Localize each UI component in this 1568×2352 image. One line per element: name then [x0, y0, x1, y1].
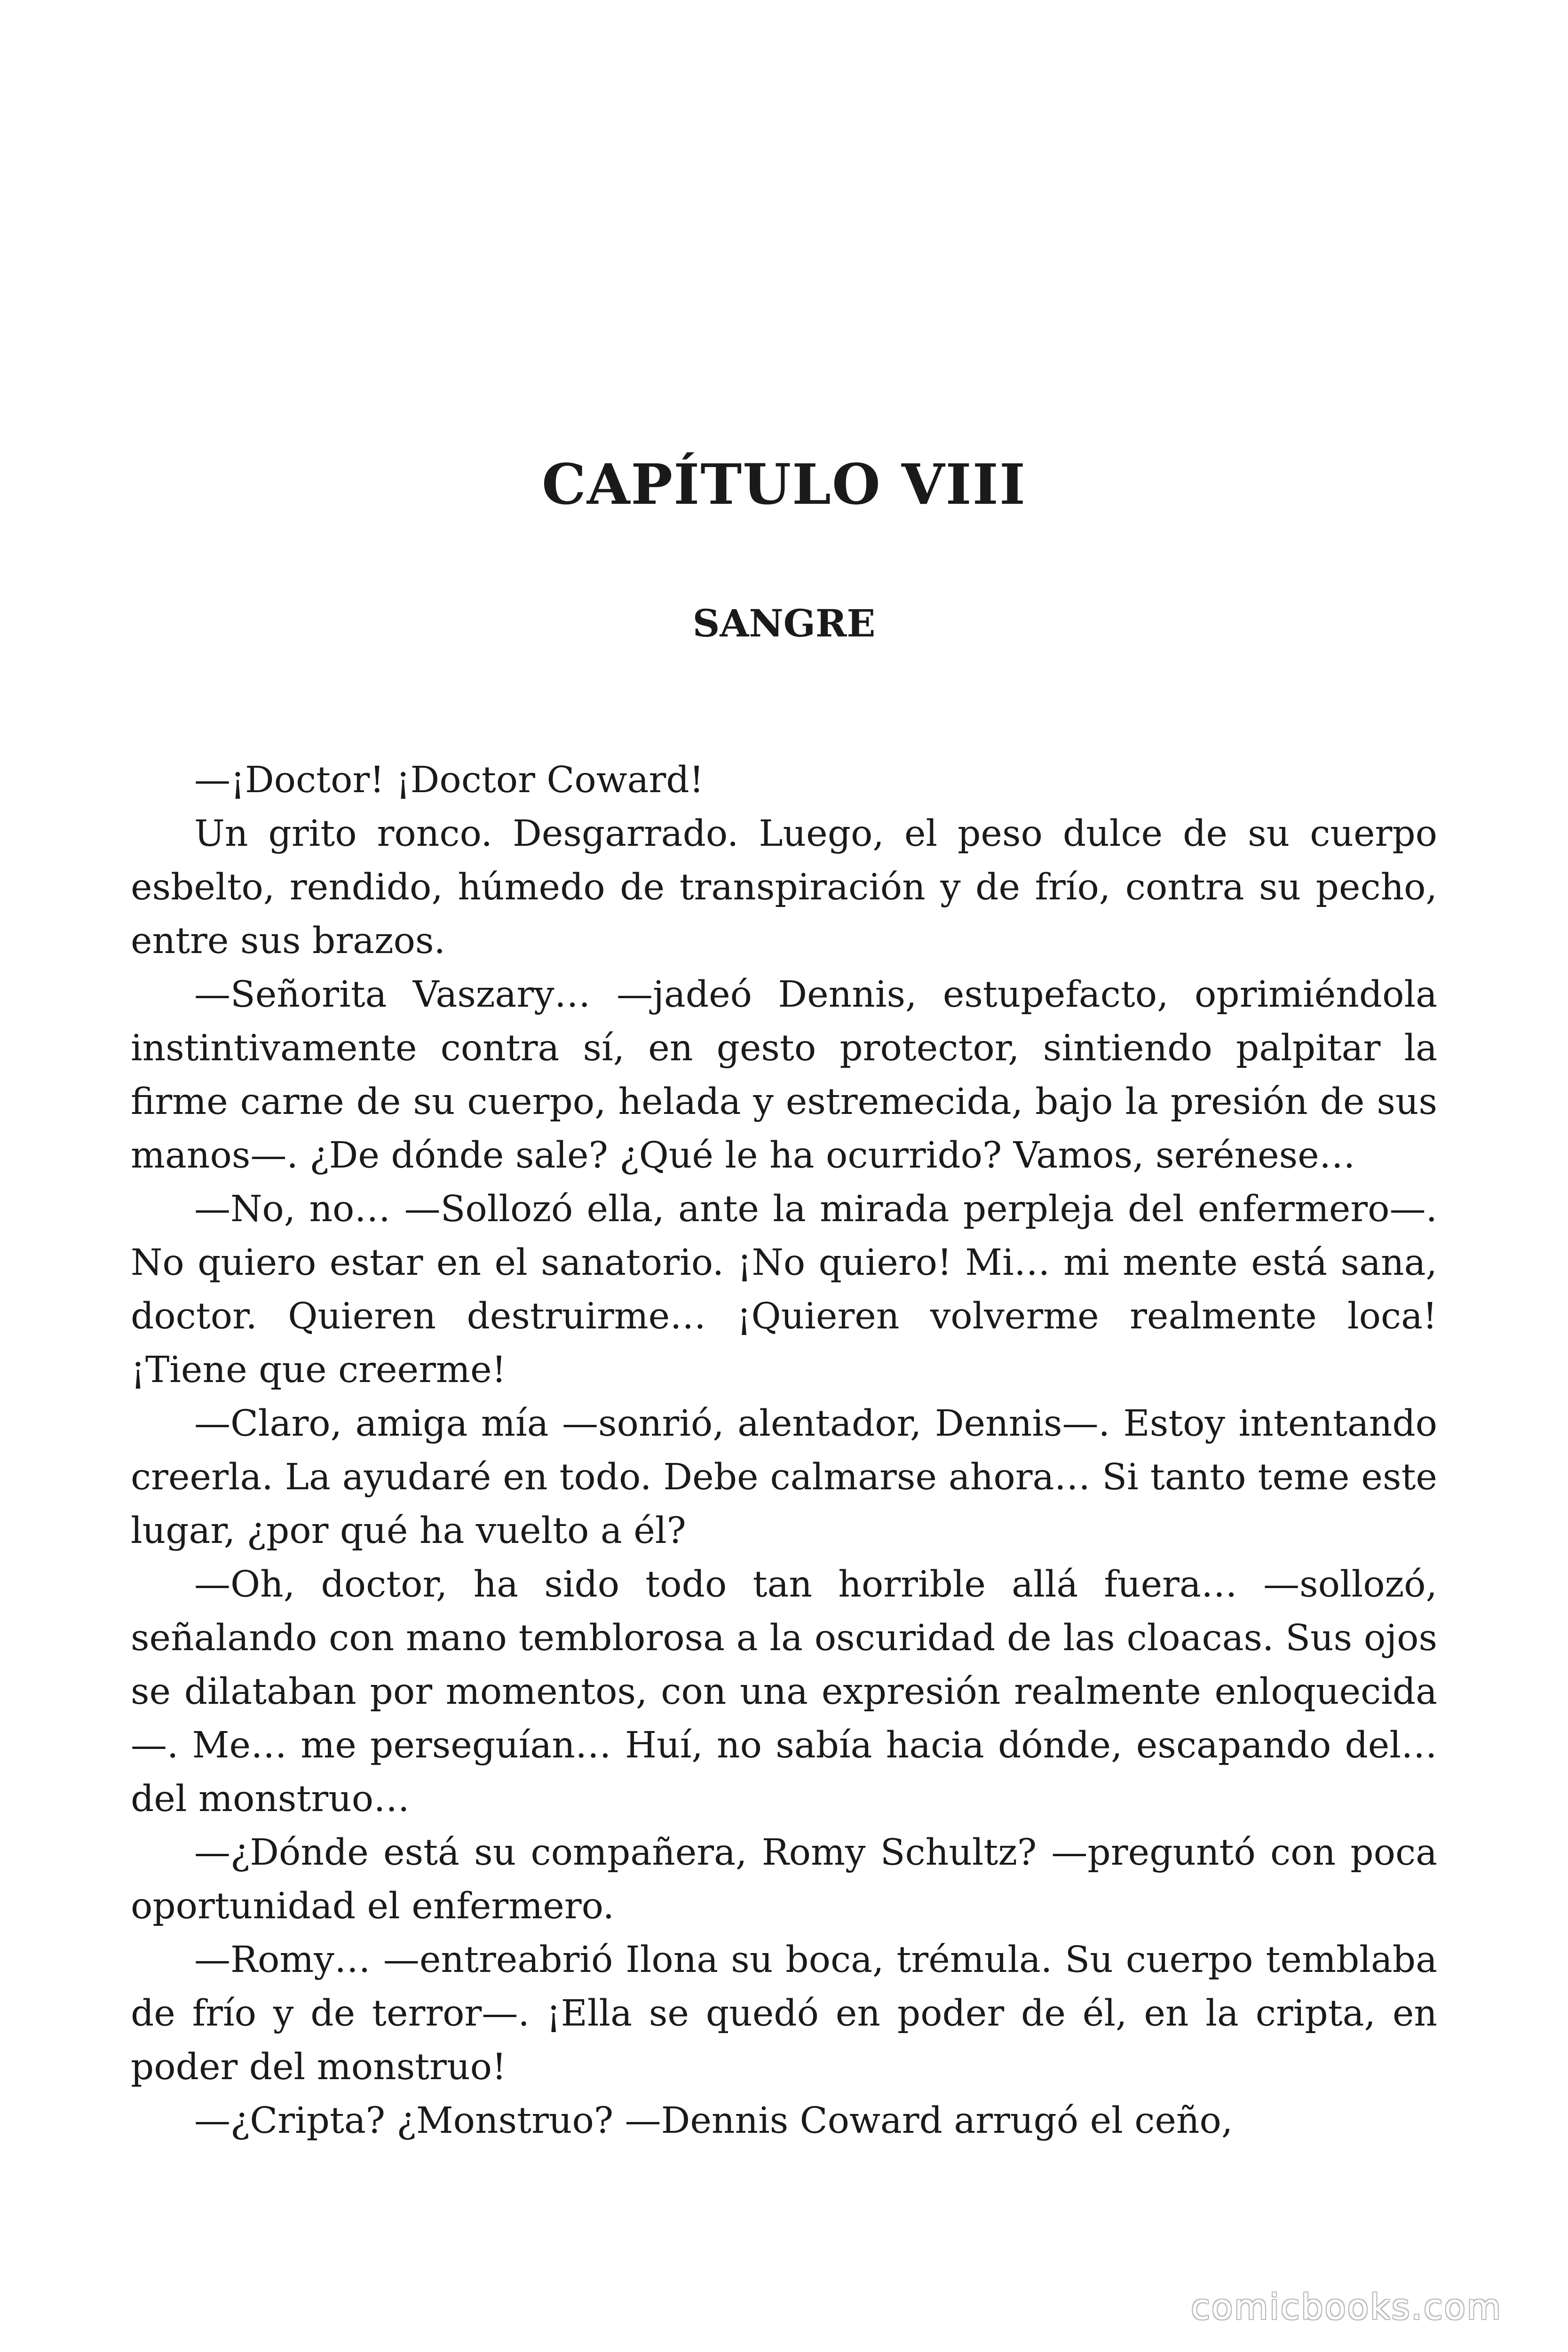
chapter-subtitle: SANGRE [692, 601, 876, 645]
body-text [131, 754, 1437, 2148]
chapter-title: CAPÍTULO VIII [541, 452, 1027, 517]
paragraph: —Claro, amiga mía —sonrió, alentador, Dennis—. Estoy intentando creerla. La ayudaré en todo. Debe calmarse ahora… Si tanto teme este lugar, ¿por qué ha vuelto a él? [131, 1403, 1437, 1552]
paragraph: —Señorita Vaszary… —jadeó Dennis, estupefacto, oprimiéndola instintivamente contra sí, en gesto protector, sintiendo palpitar la firme carne de su cuerpo, helada y estremecida, bajo la presión de sus manos—. ¿De dónde sale? ¿Qué le ha ocurrido? Vamos, serénese… [131, 974, 1437, 1176]
paragraph: —Romy… —entreabrió Ilona su boca, trémula. Su cuerpo temblaba de frío y de terror—. ¡Ella se quedó en poder de él, en la cripta, en poder del monstruo! [131, 1939, 1437, 2088]
paragraph: —No, no… —Sollozó ella, ante la mirada perpleja del enfermero—. No quiero estar en el sanatorio. ¡No quiero! Mi… mi mente está sana, doctor. Quieren destruirme… ¡Quieren volverme realmente loca! ¡Tiene que creerme! [131, 1188, 1437, 1391]
paragraph: —¿Dónde está su compañera, Romy Schultz? —preguntó con poca oportunidad el enfermero. [131, 1832, 1437, 1927]
paragraph: Un grito ronco. Desgarrado. Luego, el peso dulce de su cuerpo esbelto, rendido, húmedo de transpiración y de frío, contra su pecho, entre sus brazos. [131, 813, 1437, 962]
paragraph: —Oh, doctor, ha sido todo tan horrible allá fuera… —sollozó, señalando con mano temblorosa a la oscuridad de las cloacas. Sus ojos se dilataban por momentos, con una expresión realmente enloquecida—. Me… me perseguían… Huí, no sabía hacia dónde, escapando del… del monstruo… [131, 1564, 1437, 1820]
paragraph: —¡Doctor! ¡Doctor Coward! [194, 759, 704, 801]
paragraph: —¿Cripta? ¿Monstruo? —Dennis Coward arrugó el ceño, [194, 2100, 1233, 2142]
watermark: comicbooks.com [1191, 2287, 1502, 2328]
